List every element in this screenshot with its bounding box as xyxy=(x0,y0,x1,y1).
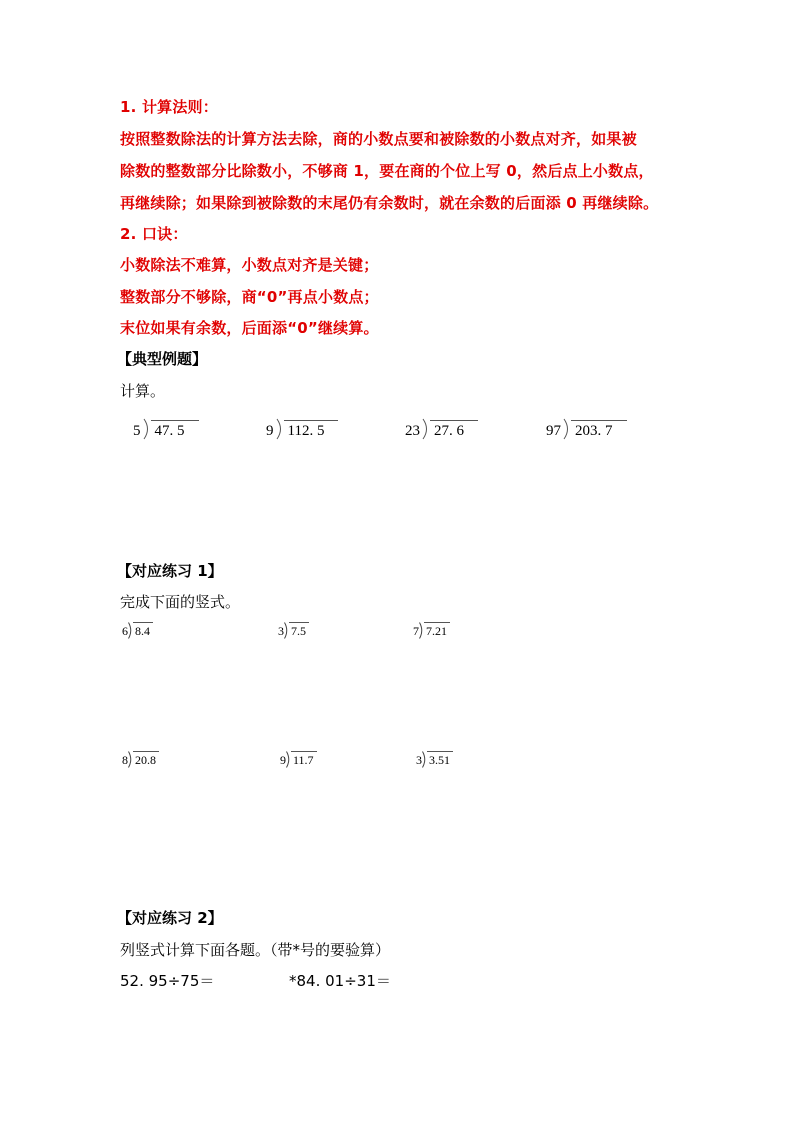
example-division-2 xyxy=(266,418,338,440)
dividend: 27. 6 xyxy=(430,420,478,440)
divisor: 7 xyxy=(413,624,419,638)
practice1-division-1 xyxy=(122,622,153,639)
rules-line-3: 再继续除；如果除到被除数的末尾仍有余数时，就在余数的后面添 0 再继续除。 xyxy=(120,194,659,212)
divisor: 8 xyxy=(122,753,128,767)
mnemonic-line-3: 末位如果有余数，后面添“0”继续算。 xyxy=(120,319,379,337)
practice1-instruction: 完成下面的竖式。 xyxy=(120,593,241,611)
divisor: 6 xyxy=(122,624,128,638)
practice2-problem-2: *84. 01÷31＝ xyxy=(289,972,391,990)
dividend: 47. 5 xyxy=(151,420,199,440)
example-instruction: 计算。 xyxy=(120,382,166,400)
dividend: 8.4 xyxy=(133,622,153,639)
divisor: 23 xyxy=(405,423,420,439)
dividend: 203. 7 xyxy=(571,420,627,440)
division-bracket-icon xyxy=(143,418,151,440)
practice1-division-5 xyxy=(280,751,317,768)
example-division-1 xyxy=(133,418,199,440)
practice1-division-2 xyxy=(278,622,309,639)
practice1-heading: 【对应练习 1】 xyxy=(117,562,223,580)
mnemonic-heading: 2. 口诀： xyxy=(120,225,188,243)
divisor: 9 xyxy=(280,753,286,767)
division-bracket-icon xyxy=(422,418,430,440)
division-bracket-icon xyxy=(284,622,289,639)
practice1-division-6 xyxy=(416,751,453,768)
division-bracket-icon xyxy=(276,418,284,440)
dividend: 7.21 xyxy=(424,622,450,639)
divisor: 3 xyxy=(416,753,422,767)
example-division-3 xyxy=(405,418,478,440)
divisor: 97 xyxy=(546,423,561,439)
dividend: 20.8 xyxy=(133,751,159,768)
divisor: 3 xyxy=(278,624,284,638)
division-bracket-icon xyxy=(563,418,571,440)
practice2-instruction: 列竖式计算下面各题。（带*号的要验算） xyxy=(120,941,391,959)
rules-line-1: 按照整数除法的计算方法去除，商的小数点要和被除数的小数点对齐，如果被 xyxy=(120,130,637,148)
example-division-4 xyxy=(546,418,627,440)
divisor: 5 xyxy=(133,423,141,439)
division-bracket-icon xyxy=(419,622,424,639)
division-bracket-icon xyxy=(286,751,291,768)
practice2-problem-1: 52. 95÷75＝ xyxy=(120,972,215,990)
practice2-heading: 【对应练习 2】 xyxy=(117,909,223,927)
dividend: 11.7 xyxy=(291,751,317,768)
practice1-division-4 xyxy=(122,751,159,768)
division-bracket-icon xyxy=(128,751,133,768)
mnemonic-line-1: 小数除法不难算，小数点对齐是关键； xyxy=(120,256,379,274)
rules-heading: 1. 计算法则： xyxy=(120,98,218,116)
dividend: 7.5 xyxy=(289,622,309,639)
mnemonic-line-2: 整数部分不够除，商“0”再点小数点； xyxy=(120,288,379,306)
division-bracket-icon xyxy=(422,751,427,768)
practice1-division-3 xyxy=(413,622,450,639)
division-bracket-icon xyxy=(128,622,133,639)
divisor: 9 xyxy=(266,423,274,439)
dividend: 3.51 xyxy=(427,751,453,768)
example-heading: 【典型例题】 xyxy=(117,350,208,368)
rules-line-2: 除数的整数部分比除数小，不够商 1，要在商的个位上写 0，然后点上小数点， xyxy=(120,162,654,180)
dividend: 112. 5 xyxy=(284,420,339,440)
